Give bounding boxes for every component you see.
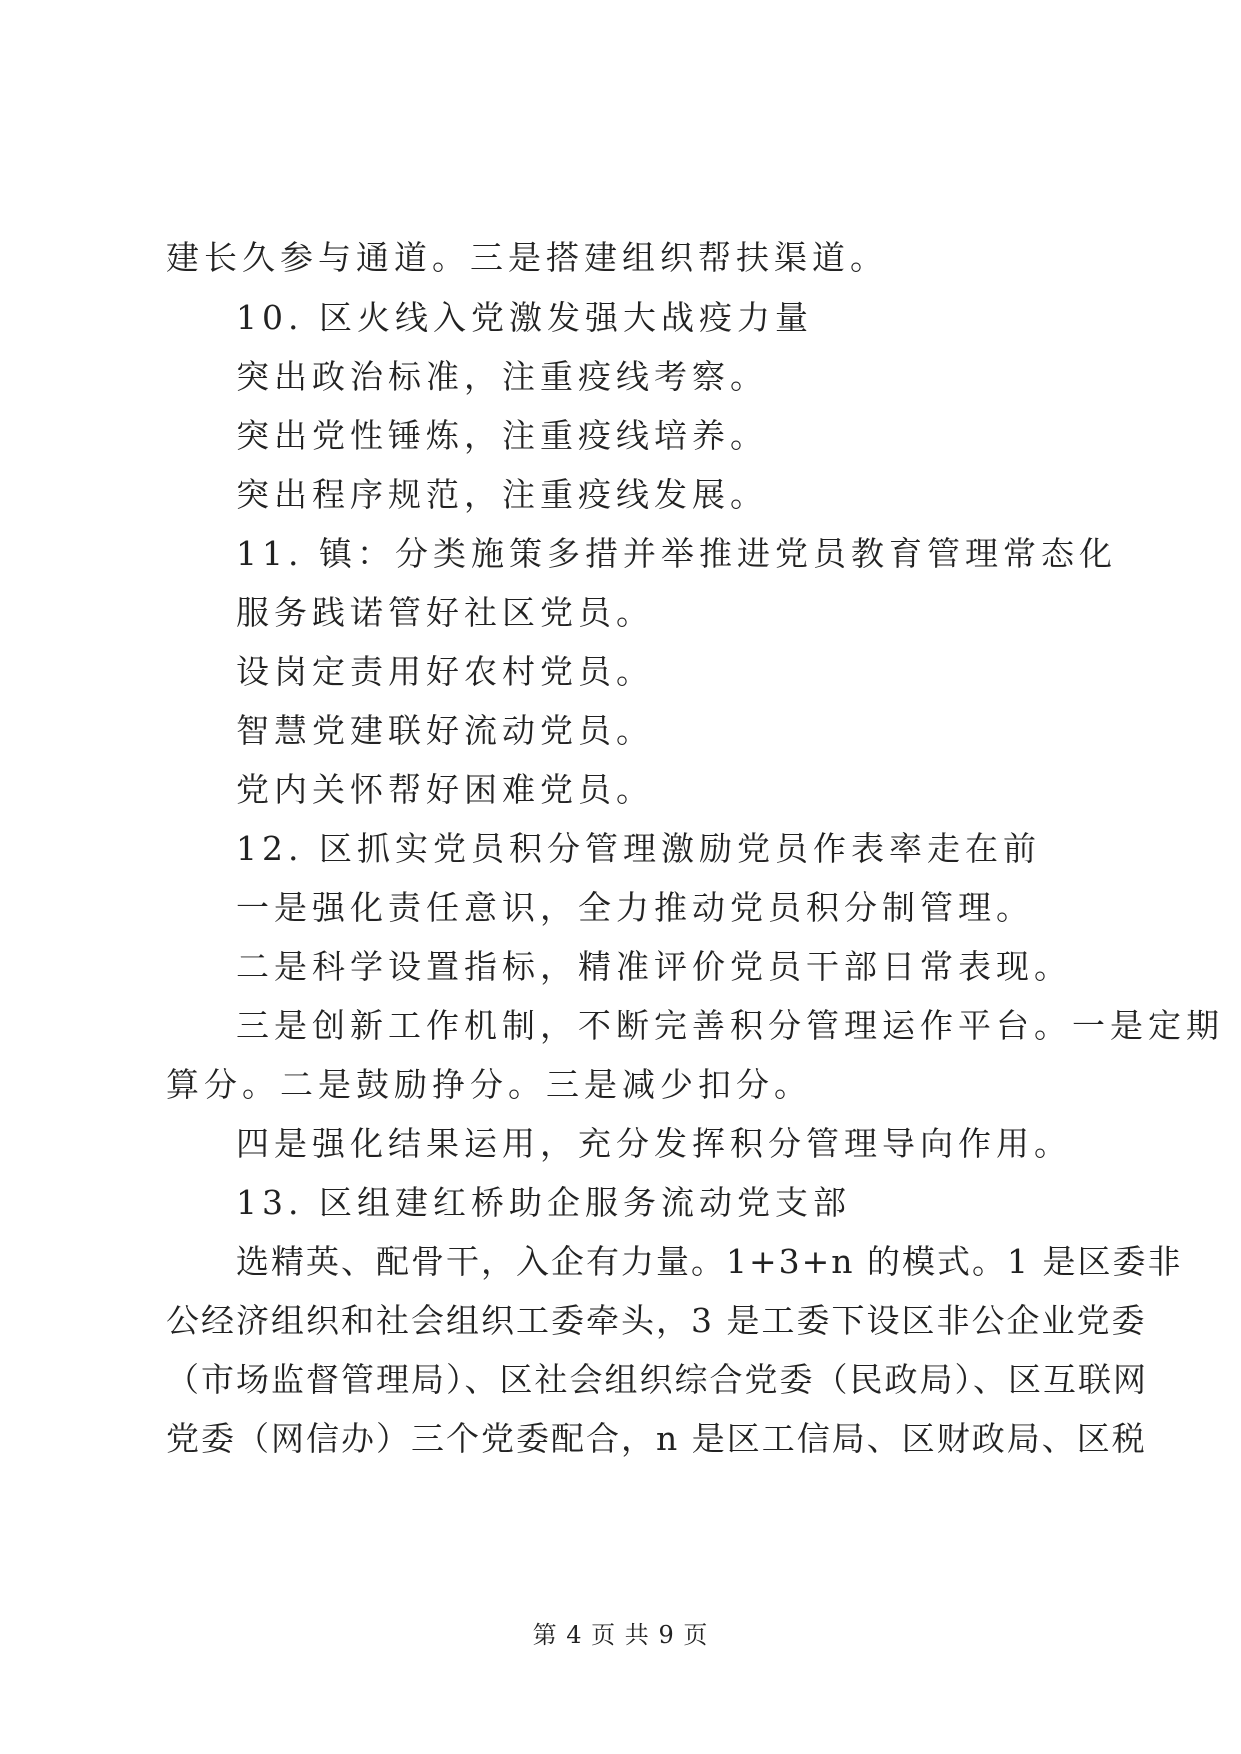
paragraph-line: 公经济组织和社会组织工委牵头，3 是工委下设区非公企业党委 [166, 1301, 1147, 1340]
page-number-footer: 第 4 页 共 9 页 [532, 1621, 709, 1649]
list-item: 智慧党建联好流动党员。 [236, 711, 654, 750]
list-item: 突出党性锤炼，注重疫线培养。 [236, 416, 768, 455]
paragraph-line: 算分。二是鼓励挣分。三是减少扣分。 [166, 1065, 812, 1104]
list-item: 党内关怀帮好困难党员。 [236, 770, 654, 809]
list-item: 突出政治标准，注重疫线考察。 [236, 357, 768, 396]
paragraph-line: （市场监督管理局）、区社会组织综合党委（民政局）、区互联网 [166, 1360, 1148, 1399]
paragraph-line: 选精英、配骨干，入企有力量。1+3+n 的模式。1 是区委非 [236, 1242, 1183, 1281]
list-item: 二是科学设置指标，精准评价党员干部日常表现。 [236, 947, 1072, 986]
list-item: 服务践诺管好社区党员。 [236, 593, 654, 632]
section-heading-10: 10. 区火线入党激发强大战疫力量 [236, 298, 813, 337]
paragraph-line: 三是创新工作机制，不断完善积分管理运作平台。一是定期 [236, 1006, 1224, 1045]
paragraph-line: 党委（网信办）三个党委配合，n 是区工信局、区财政局、区税 [166, 1419, 1147, 1458]
section-heading-11: 11. 镇：分类施策多措并举推进党员教育管理常态化 [236, 534, 1117, 573]
section-heading-12: 12. 区抓实党员积分管理激励党员作表率走在前 [236, 829, 1041, 868]
list-item: 设岗定责用好农村党员。 [236, 652, 654, 691]
list-item: 四是强化结果运用，充分发挥积分管理导向作用。 [236, 1124, 1072, 1163]
paragraph-line: 建长久参与通道。三是搭建组织帮扶渠道。 [166, 238, 888, 277]
list-item: 一是强化责任意识，全力推动党员积分制管理。 [236, 888, 1034, 927]
section-heading-13: 13. 区组建红桥助企服务流动党支部 [236, 1183, 851, 1222]
list-item: 突出程序规范，注重疫线发展。 [236, 475, 768, 514]
